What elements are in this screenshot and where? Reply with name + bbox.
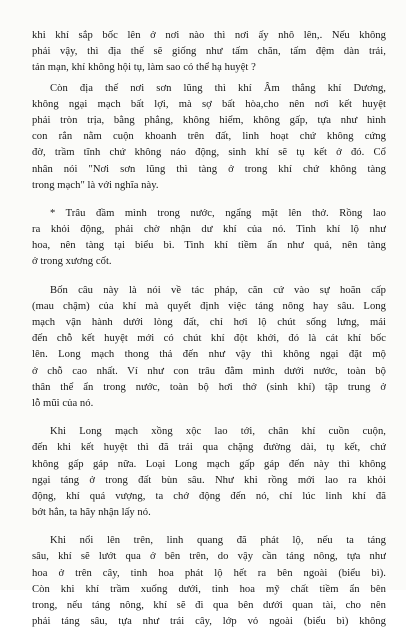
text-line: tản mạn, khí không hội tụ, làm sao có thể hạ huyệt ? xyxy=(32,62,256,74)
text-line: lỗ mũi của nó. xyxy=(32,397,94,409)
text-line: động, khí quá vượng, ta chớ động đến nó, chỉ lúc linh khí đã xyxy=(32,490,386,502)
text-line: Còn khi khí trầm xuống dưới, tinh hoa mỹ chất tiềm ẩn bên xyxy=(32,583,386,595)
text-line: sâu, khí sẽ lướt qua ở bên trên, do vậy cần táng nông, tựa như xyxy=(32,551,386,563)
text-line: đờ, trầm tĩnh chứ không náo động, sinh khí sẽ tụ kết ở đó. Cổ xyxy=(32,147,386,159)
text-line: con rắn nằm cuộn khoanh trên đất, linh hoạt chứ không cứng xyxy=(32,131,386,143)
paragraph-6 xyxy=(32,533,386,630)
text-line: ở trong xương cốt. xyxy=(32,256,112,268)
text-line: hoa ở trên cây, tinh hoa phát lộ hết ra bên ngoài (biểu bì). xyxy=(32,567,386,579)
paragraph-4 xyxy=(32,283,386,413)
text-line: Khi nổi lên trên, linh quang đã phát lộ, nếu ta táng xyxy=(50,535,386,547)
text-line: ngại táng ở trong đất bùn sâu. Như khi rồng mới lao ra khỏi xyxy=(32,474,386,486)
text-line: Bốn câu này là nói về tác pháp, căn cứ vào sự hoãn cấp xyxy=(50,284,386,296)
text-line: Khi Long mạch xồng xộc lao tới, chân khí cuồn cuộn, xyxy=(50,426,386,438)
text-line: trong, nếu táng nông, khí sẽ đi qua bên dưới quan tài, cho nên xyxy=(32,600,386,611)
text-line: thân thể ẩn trong nước, toàn bộ hơi thở (sinh khí) tập trung ở xyxy=(32,381,386,393)
text-line: đến chỗ kết huyệt mới có chút khí đột khởi, đó là cát khí bốc xyxy=(32,333,386,345)
text-line: nhân nói "Nơi sơn lũng thì tàng ở trong khí chứ không tàng xyxy=(32,163,386,175)
text-line: trong mạch" là với nghĩa này. xyxy=(32,179,159,191)
paragraph-1 xyxy=(32,28,386,77)
text-line: phải tròn trịa, bằng phẳng, không hiểm, không gấp, tựa như hình xyxy=(32,114,386,126)
paragraph-2 xyxy=(32,81,386,194)
text-line: * Trâu đầm mình trong nước, ngẩng mặt lên thở. Rồng lao xyxy=(50,207,386,219)
text-line: Còn địa thế nơi sơn lũng thì khí Âm thắng khí Dương, xyxy=(50,82,386,94)
text-line: không gấp gáp nữa. Loại Long mạch gấp gáp đến này thì không xyxy=(32,458,386,470)
paragraph-3 xyxy=(32,206,386,271)
text-line: phải vậy, thì địa thế sẽ giống như tấm chăn, tấm đệm dàn trải, xyxy=(32,46,386,58)
text-line: lên. Long mạch thong thả đến như vậy thì không ngại đặt mộ xyxy=(32,349,386,361)
text-line: phải táng sâu, tựa như trái cây, lớp vỏ ngoài (biểu bì) không xyxy=(32,616,386,628)
text-line: đến khi kết huyệt thì đã trải qua chặng đường dài, tụ kết, chứ xyxy=(32,442,386,454)
paragraph-5 xyxy=(32,424,386,521)
text-line: không ngại mạch bất lợi, mà sợ bất hòa,cho nên nơi kết huyệt xyxy=(32,98,386,110)
text-line: (mau chậm) của khí mà quyết định việc táng nông hay sâu. Long xyxy=(32,300,386,312)
text-line: mạch vận hành dưới lòng đất, chỉ hơi lộ chút sống lưng, mái xyxy=(32,317,386,328)
text-line: hoa, nên tàng tại biểu bì. Tinh khí tiềm ẩn như quả, nên tàng xyxy=(32,240,386,252)
text-line: ở chỗ cao nhất. Ví như con trâu đằm mình dưới nước, toàn bộ xyxy=(32,365,386,377)
text-line: khi khí sắp bốc lên ở nơi nào thì nơi ấy nhô lên,. Nếu không xyxy=(32,30,386,41)
text-line: bớt hẳn, ta hãy nhận lấy nó. xyxy=(32,507,151,519)
text-line: ra khỏi động, phải chờ nhận dư khí của nó. Tinh khí lộ như xyxy=(32,224,386,236)
